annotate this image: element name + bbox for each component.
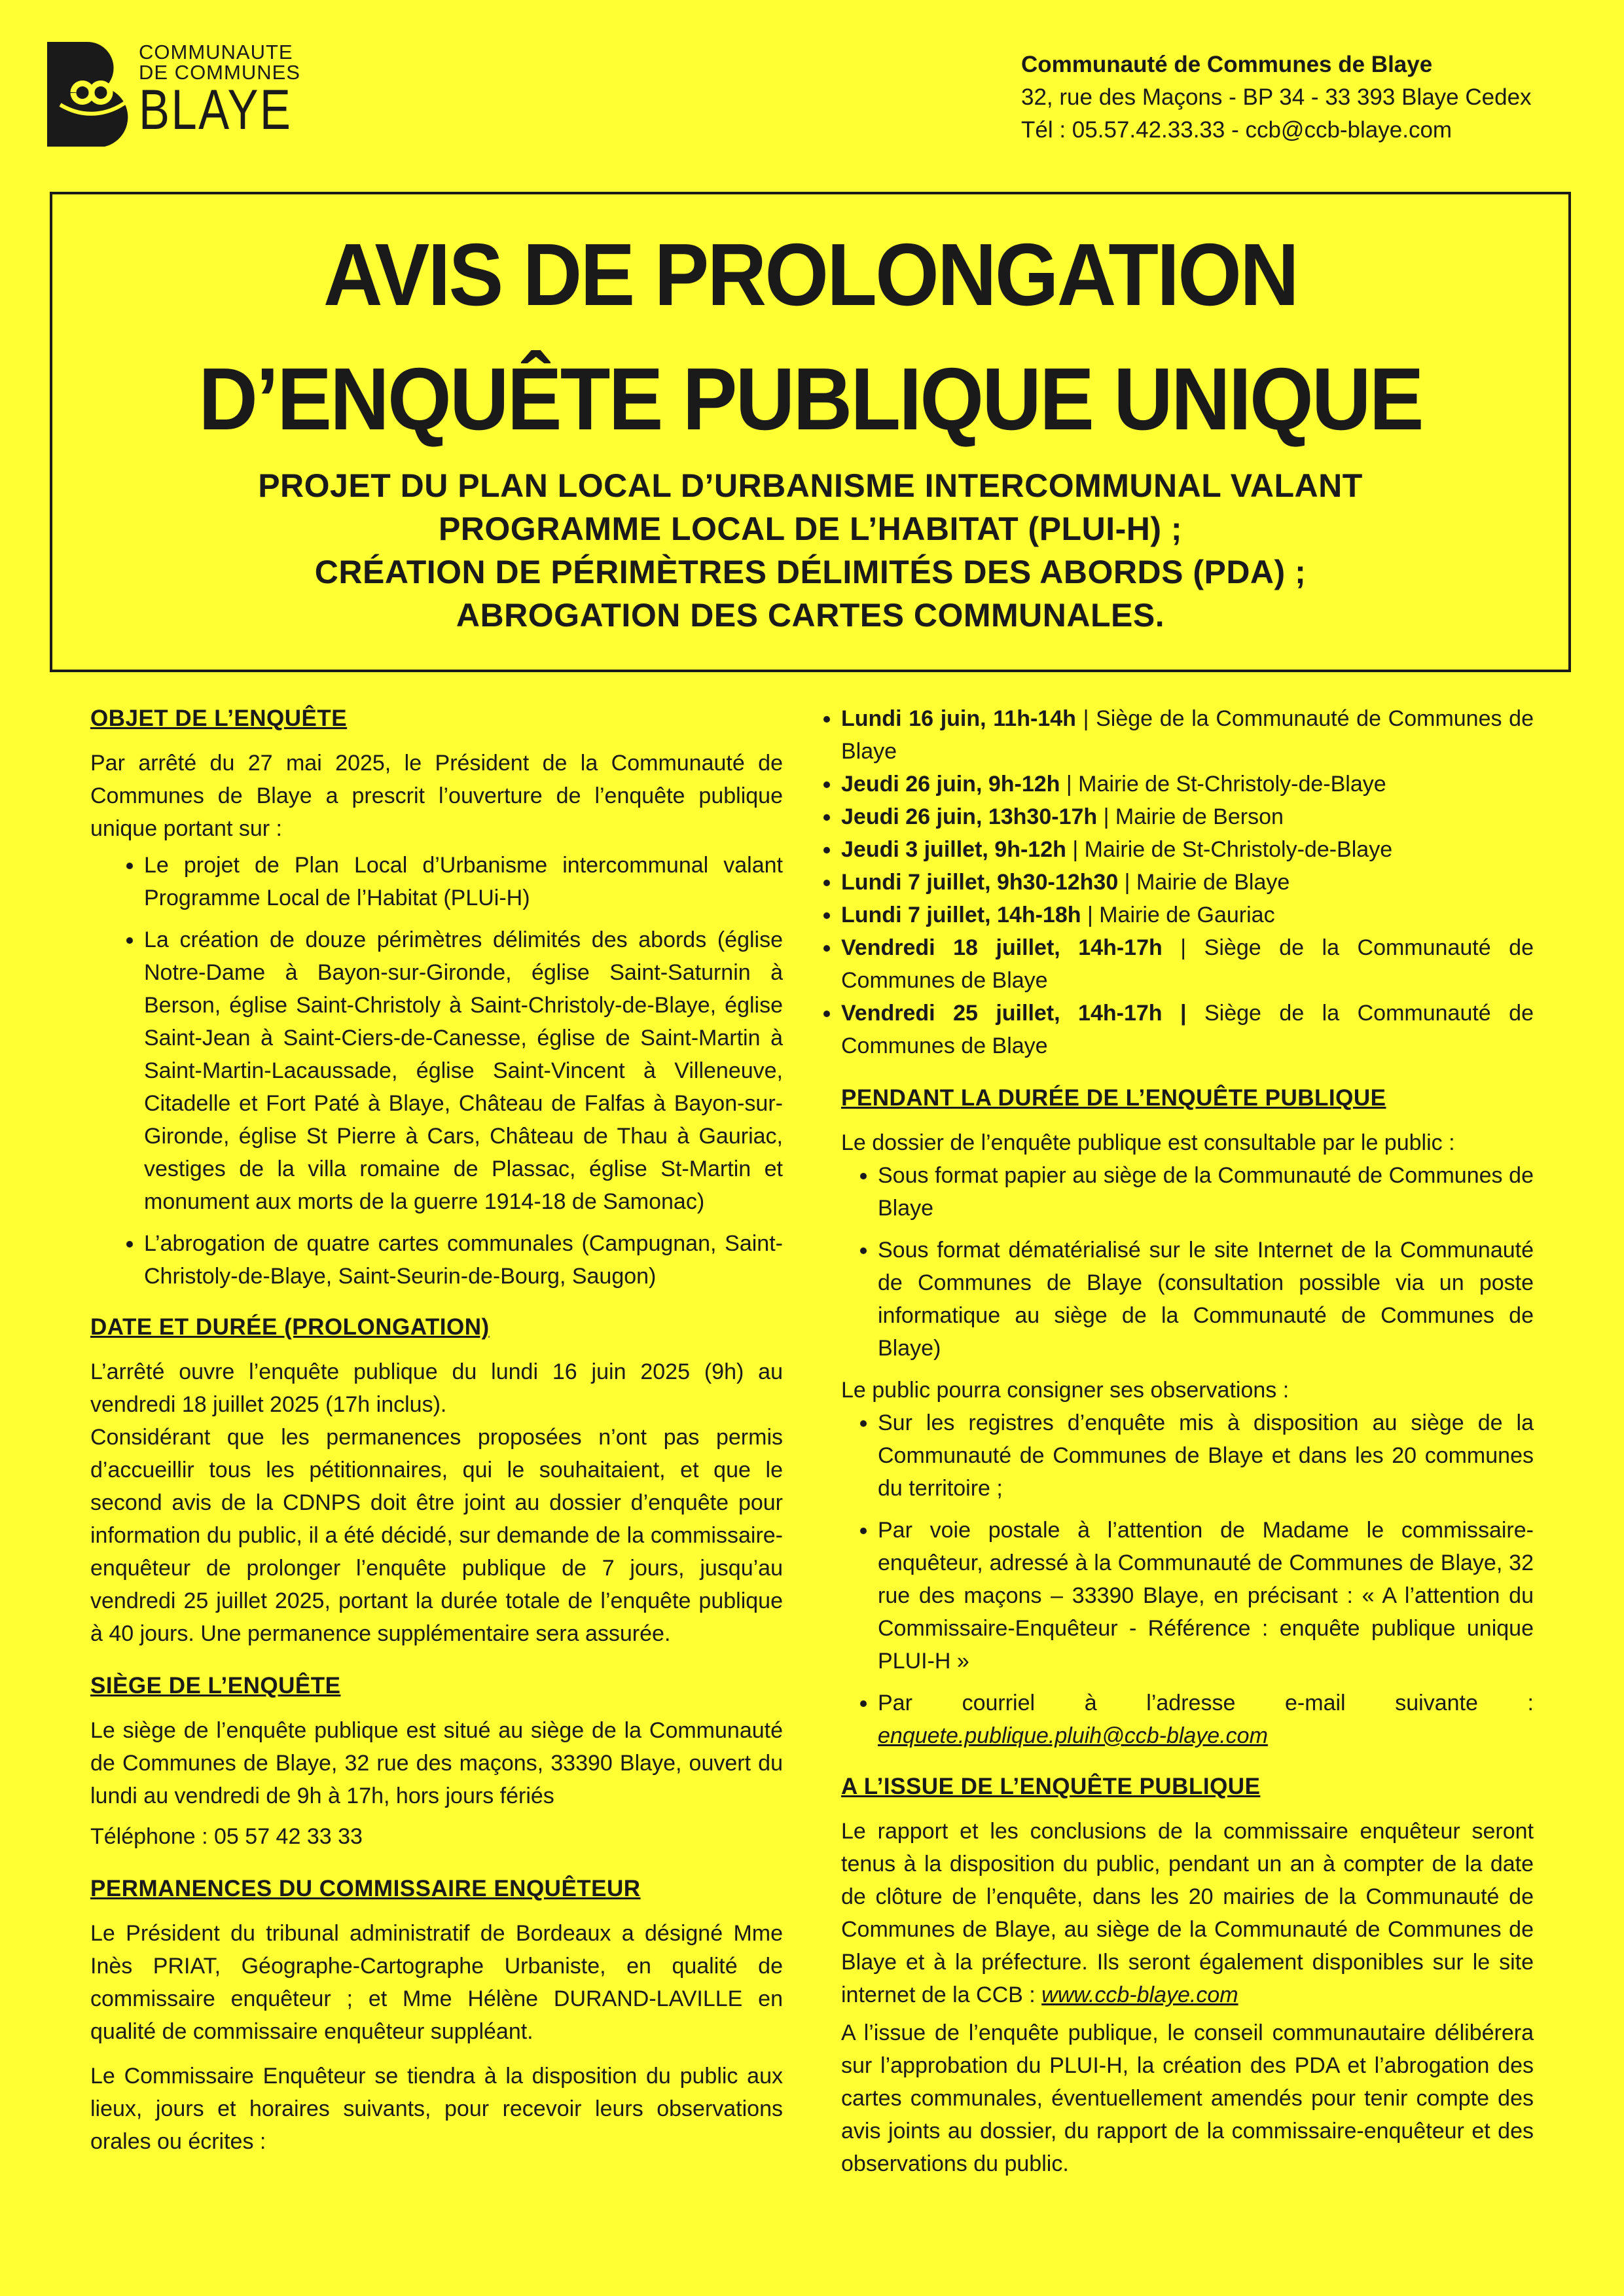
- schedule-item: • Jeudi 3 juillet, 9h-12h | Mairie de St-Christoly-de-Blaye: [841, 833, 1534, 866]
- schedule-item: • Lundi 16 juin, 11h-14h | Siège de la Communauté de Communes de Blaye: [841, 702, 1534, 768]
- objet-item: • Le projet de Plan Local d’Urbanisme intercommunal valant Programme Local de l’Habitat (PLUi-H): [144, 849, 783, 914]
- left-column: [90, 702, 783, 2158]
- date-paragraph1: L’arrêté ouvre l’enquête publique du lundi 16 juin 2025 (9h) au vendredi 18 juillet 2025 (17h inclus).: [90, 1359, 783, 1417]
- subtitle-line3: CRÉATION DE PÉRIMÈTRES DÉLIMITÉS DES ABORDS (PDA) ;: [314, 554, 1307, 590]
- permanences-paragraph1: Le Président du tribunal administratif de Bordeaux a désigné Mme Inès PRIAT, Géographe-Cartographe Urbaniste, en qualité de commissaire enquêteur ; et Mme Hélène DURAND-LAVILLE en qualité de commissaire enquêteur suppléant.: [90, 1921, 783, 2044]
- address-line1: 32, rue des Maçons - BP 34 - 33 393 Blaye Cedex: [1021, 84, 1532, 110]
- objet-list: [90, 849, 783, 1293]
- right-column: [841, 702, 1534, 2180]
- issue-heading: A L’ISSUE DE L’ENQUÊTE PUBLIQUE: [841, 1774, 1261, 1799]
- siege-paragraph: Le siège de l’enquête publique est situé au siège de la Communauté de Communes de Blaye, 32 rue des maçons, 33390 Blaye, ouvert du lundi au vendredi de 9h à 17h, hors jours fériés: [90, 1718, 783, 1808]
- issue-paragraph2: A l’issue de l’enquête publique, le conseil communautaire délibérera sur l’approbation du PLUI-H, la création des PDA et l’abrogation des cartes communales, éventuellement amendés pour tenir compte des avis joints au dossier, du rapport de la commissaire-enquêteur et des observations du public.: [841, 2020, 1534, 2176]
- pendant-intro2: Le public pourra consigner ses observations :: [841, 1378, 1290, 1403]
- schedule-item: • Lundi 7 juillet, 14h-18h | Mairie de Gauriac: [841, 899, 1534, 931]
- observation-item: • Par voie postale à l’attention de Madame le commissaire-enquêteur, adressé à la Communauté de Communes de Blaye, 32 rue des maçons – 33390 Blaye, en précisant : « A l’attention du Commissaire-Enquêteur - Référence : enquête publique unique PLUI-H »: [878, 1514, 1534, 1677]
- subtitle-line4: ABROGATION DES CARTES COMMUNALES.: [456, 597, 1165, 634]
- issue-paragraph1: Le rapport et les conclusions de la commissaire enquêteur seront tenus à la disposition du public, pendant un an à compter de la date de clôture de l’enquête, dans les 20 mairies de la Communauté de Communes de Blaye, au siège de la Communauté de Communes de Blaye et à la préfecture. Ils seront également disponibles sur le site internet de la CCB : www.ccb-blaye.com: [841, 1819, 1534, 2007]
- objet-intro: Par arrêté du 27 mai 2025, le Président de la Communauté de Communes de Blaye a prescrit l’ouverture de l’enquête publique unique portant sur :: [90, 751, 783, 841]
- date-heading: DATE ET DURÉE (PROLONGATION): [90, 1314, 490, 1340]
- pendant-heading: PENDANT LA DURÉE DE L’ENQUÊTE PUBLIQUE: [841, 1085, 1386, 1111]
- observations-list: [824, 1407, 1534, 1752]
- title-box: [50, 192, 1571, 672]
- observation-item: • Par courriel à l’adresse e-mail suivante : enquete.publique.pluih@ccb-blaye.com: [878, 1687, 1534, 1752]
- address-block: [1021, 48, 1532, 147]
- logo-line3: BLAYE: [139, 79, 293, 141]
- consult-item: • Sous format dématérialisé sur le site Internet de la Communauté de Communes de Blaye (consultation possible via un poste informatique au siège de la Communauté de Communes de Blaye): [878, 1234, 1534, 1365]
- subtitle-line2: PROGRAMME LOCAL DE L’HABITAT (PLUI-H) ;: [438, 511, 1183, 547]
- schedule-item: • Jeudi 26 juin, 13h30-17h | Mairie de Berson: [841, 800, 1534, 833]
- schedule-item: • Lundi 7 juillet, 9h30-12h30 | Mairie de Blaye: [841, 866, 1534, 899]
- email-link[interactable]: enquete.publique.pluih@ccb-blaye.com: [878, 1723, 1268, 1748]
- website-link[interactable]: www.ccb-blaye.com: [1041, 1982, 1238, 2007]
- logo-line2: DE COMMUNES: [139, 61, 300, 84]
- title-line1: AVIS DE PROLONGATION: [323, 225, 1298, 324]
- schedule-list: [787, 702, 1534, 1062]
- observation-item: • Sur les registres d’enquête mis à disposition au siège de la Communauté de Communes de Blaye et dans les 20 communes du territoire ;: [878, 1407, 1534, 1505]
- consult-list: [824, 1159, 1534, 1365]
- address-org: Communauté de Communes de Blaye: [1021, 52, 1433, 77]
- siege-heading: SIÈGE DE L’ENQUÊTE: [90, 1673, 341, 1698]
- logo-line1: COMMUNAUTE: [139, 41, 293, 63]
- consult-item: • Sous format papier au siège de la Communauté de Communes de Blaye: [878, 1159, 1534, 1225]
- siege-phone: Téléphone : 05 57 42 33 33: [90, 1824, 363, 1849]
- date-paragraph2: Considérant que les permanences proposées n’ont pas permis d’accueillir tous les pétitionnaires, qui le souhaitaient, et que le second avis de la CDNPS doit être joint au dossier d’enquête pour information du public, il a été décidé, sur demande de la commissaire-enquêteur de prolonger l’enquête publique de 7 jours, jusqu’au vendredi 25 juillet 2025, portant la durée totale de l’enquête publique à 40 jours. Une permanence supplémentaire sera assurée.: [90, 1425, 783, 1646]
- pendant-intro1: Le dossier de l’enquête publique est consultable par le public :: [841, 1130, 1455, 1155]
- permanences-heading: PERMANENCES DU COMMISSAIRE ENQUÊTEUR: [90, 1876, 641, 1901]
- subtitle-line1: PROJET DU PLAN LOCAL D’URBANISME INTERCOMMUNAL VALANT: [258, 467, 1363, 504]
- logo-text: [139, 41, 326, 141]
- schedule-item: • Vendredi 18 juillet, 14h-17h | Siège de la Communauté de Communes de Blaye: [841, 931, 1534, 997]
- objet-item: • La création de douze périmètres délimités des abords (église Notre-Dame à Bayon-sur-Gironde, église Saint-Saturnin à Berson, église Saint-Christoly à Saint-Christoly-de-Blaye, église Saint-Jean à Saint-Ciers-de-Canesse, église de Saint-Martin à Saint-Martin-Lacaussade, église Saint-Vincent à Villeneuve, Citadelle et Fort Paté à Blaye, Château de Falfas à Bayon-sur-Gironde, église St Pierre à Cars, Château de Thau à Gauriac, vestiges de la villa romaine de Plassac, église St-Martin et monument aux morts de la guerre 1914-18 de Samonac): [144, 924, 783, 1218]
- schedule-item: • Vendredi 25 juillet, 14h-17h | Siège de la Communauté de Communes de Blaye: [841, 997, 1534, 1062]
- schedule-item: • Jeudi 26 juin, 9h-12h | Mairie de St-Christoly-de-Blaye: [841, 768, 1534, 800]
- title-line2: D’ENQUÊTE PUBLIQUE UNIQUE: [198, 350, 1422, 448]
- permanences-paragraph2: Le Commissaire Enquêteur se tiendra à la disposition du public aux lieux, jours et horaires suivants, pour recevoir leurs observations orales ou écrites :: [90, 2064, 783, 2154]
- address-line2: Tél : 05.57.42.33.33 - ccb@ccb-blaye.com: [1021, 117, 1453, 143]
- objet-item: • L’abrogation de quatre cartes communales (Campugnan, Saint-Christoly-de-Blaye, Saint-Seurin-de-Bourg, Saugon): [144, 1227, 783, 1293]
- objet-heading: OBJET DE L’ENQUÊTE: [90, 706, 348, 731]
- ccb-logo-icon: [47, 42, 132, 147]
- logo: [47, 41, 300, 153]
